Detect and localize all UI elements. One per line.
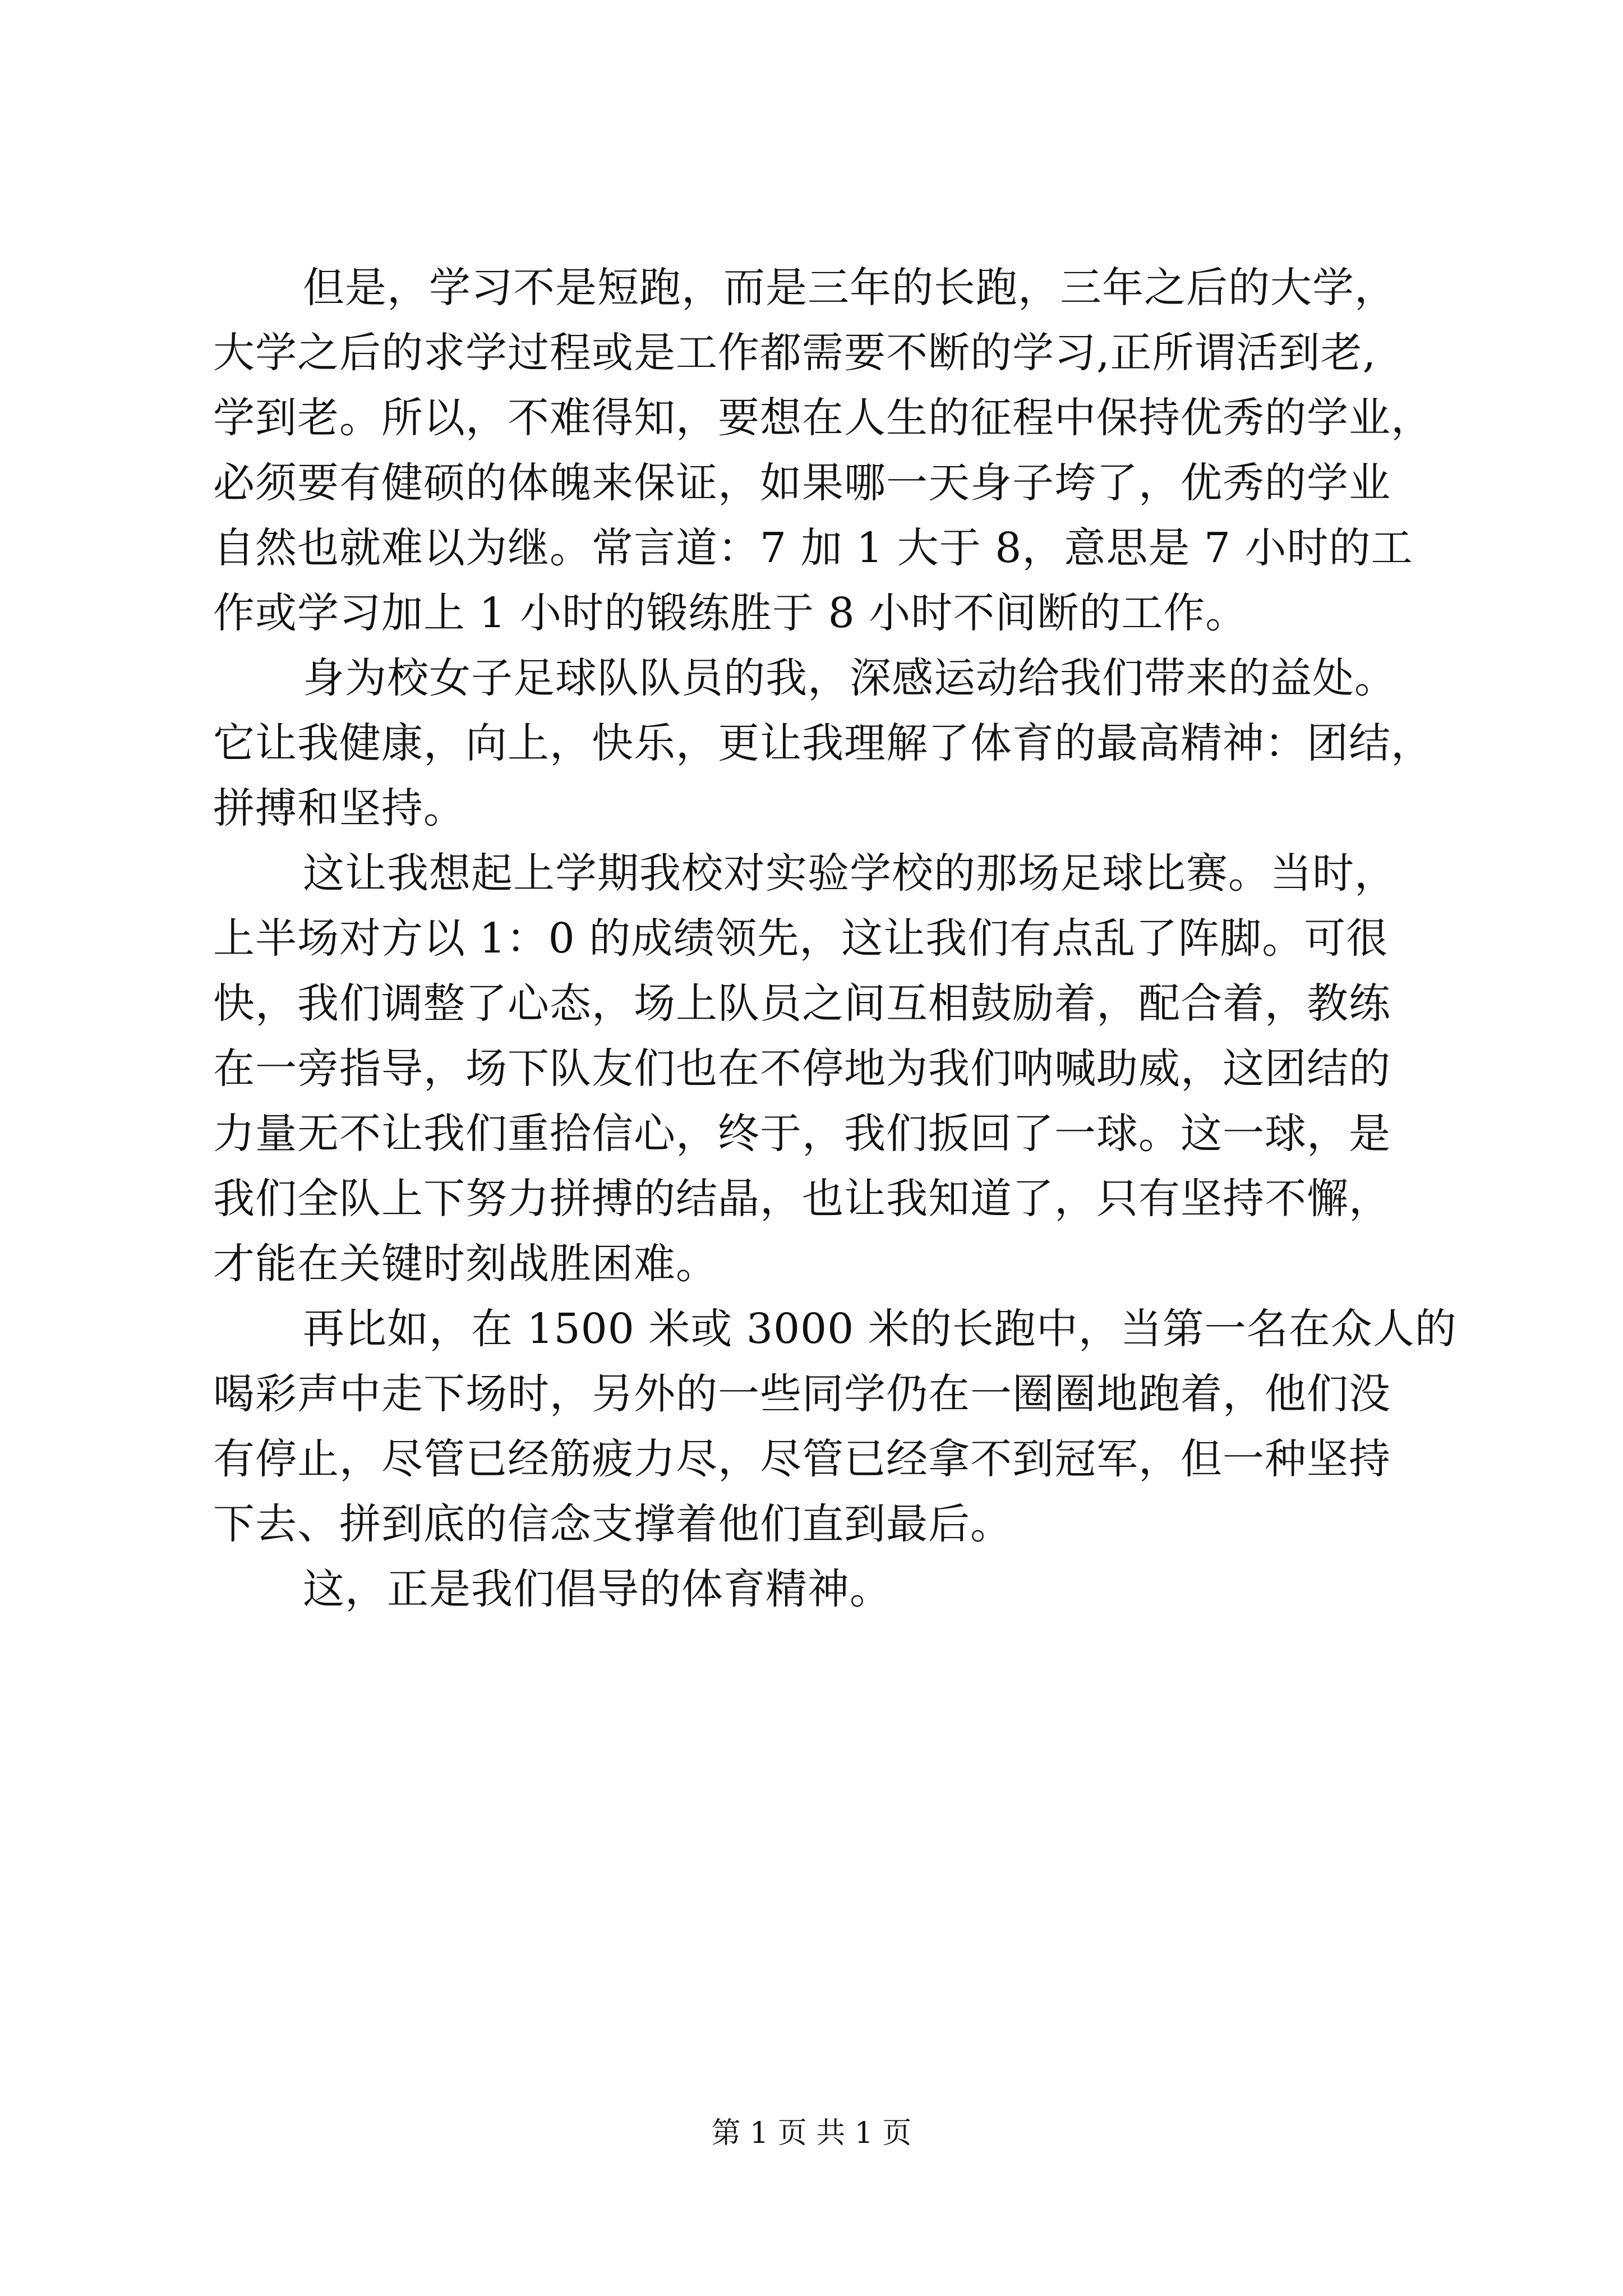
text-line: 自然也就难以为继。常言道：7 加 1 大于 8，意思是 7 小时的工 xyxy=(213,524,1413,572)
text-line: 才能在关键时刻战胜困难。 xyxy=(213,1240,718,1288)
text-line: 它让我健康，向上，快乐，更让我理解了体育的最高精神：团结， xyxy=(213,719,1433,767)
text-line: 有停止，尽管已经筋疲力尽，尽管已经拿不到冠军，但一种坚持 xyxy=(213,1435,1391,1483)
paragraph xyxy=(213,841,1458,1296)
text-line: 快，我们调整了心态，场上队员之间互相鼓励着，配合着，教练 xyxy=(213,979,1391,1028)
text-line: 喝彩声中走下场时，另外的一些同学仍在一圈圈地跑着，他们没 xyxy=(213,1370,1391,1418)
paragraph xyxy=(213,646,1458,841)
text-line: 在一旁指导，场下队友们也在不停地为我们呐喊助威，这团结的 xyxy=(213,1045,1391,1093)
text-line: 再比如，在 1500 米或 3000 米的长跑中，当第一名在众人的 xyxy=(303,1305,1457,1353)
text-line: 大学之后的求学过程或是工作都需要不断的学习,正所谓活到老, xyxy=(213,329,1377,377)
text-line: 但是，学习不是短跑，而是三年的长跑，三年之后的大学， xyxy=(303,264,1396,312)
text-line: 拼搏和坚持。 xyxy=(213,784,465,832)
text-line: 这，正是我们倡导的体育精神。 xyxy=(303,1565,892,1613)
text-line: 下去、拼到底的信念支撑着他们直到最后。 xyxy=(213,1500,1012,1548)
paragraph xyxy=(213,255,1458,646)
text-line: 作或学习加上 1 小时的锻练胜于 8 小时不间断的工作。 xyxy=(213,589,1248,637)
text-line: 学到老。所以，不难得知，要想在人生的征程中保持优秀的学业， xyxy=(213,394,1433,442)
page-footer xyxy=(0,2109,1623,2151)
text-line: 我们全队上下努力拼搏的结晶，也让我知道了，只有坚持不懈， xyxy=(213,1175,1391,1223)
text-line: 这让我想起上学期我校对实验学校的那场足球比赛。当时， xyxy=(303,849,1396,898)
paragraph xyxy=(213,1557,1458,1622)
text-line: 力量无不让我们重拾信心，终于，我们扳回了一球。这一球，是 xyxy=(213,1110,1391,1158)
document-body xyxy=(213,255,1458,1622)
text-line: 上半场对方以 1：0 的成绩领先，这让我们有点乱了阵脚。可很 xyxy=(213,914,1389,963)
text-line: 身为校女子足球队队员的我，深感运动给我们带来的益处。 xyxy=(303,654,1396,702)
text-line: 必须要有健硕的体魄来保证，如果哪一天身子垮了，优秀的学业 xyxy=(213,459,1391,507)
paragraph xyxy=(213,1296,1458,1557)
page-number: 第 1 页 共 1 页 xyxy=(711,2116,912,2150)
